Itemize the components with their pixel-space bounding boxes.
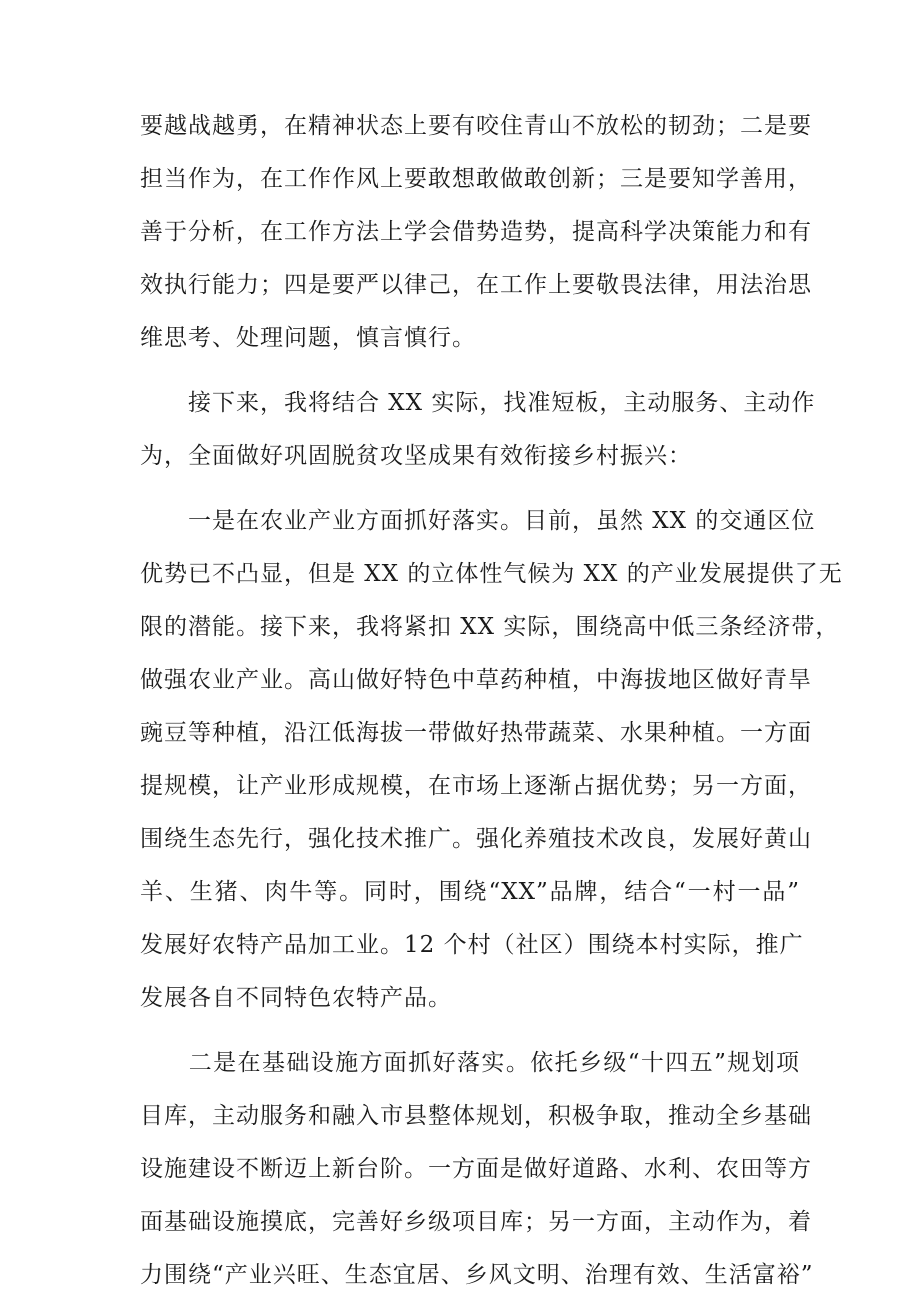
text-line: 豌豆等种植，沿江低海拔一带做好热带蔬菜、水果种植。一方面 — [140, 720, 812, 746]
text-line: 力围绕“产业兴旺、生态宜居、乡风文明、治理有效、生活富裕” — [140, 1262, 814, 1288]
text-line: 限的潜能。接下来，我将紧扣 XX 实际，围绕高中低三条经济带， — [140, 614, 840, 640]
text-line: 围绕生态先行，强化技术推广。强化养殖技术改良，发展好黄山 — [140, 826, 812, 852]
text-line: 做强农业产业。高山做好特色中草药种植，中海拔地区做好青旱 — [140, 667, 812, 693]
document-page — [140, 100, 843, 1314]
text-line: 提规模，让产业形成规模，在市场上逐渐占据优势；另一方面， — [140, 773, 812, 799]
text-line: 面基础设施摸底，完善好乡级项目库；另一方面，主动作为，着 — [140, 1209, 812, 1235]
text-line: 羊、生猪、肉牛等。同时，围绕“XX”品牌，结合“一村一品” — [140, 879, 800, 905]
paragraph-3 — [140, 495, 843, 1025]
paragraph-4 — [140, 1037, 814, 1302]
text-line: 效执行能力；四是要严以律己，在工作上要敬畏法律，用法治思 — [140, 272, 812, 298]
text-line: 一是在农业产业方面抓好落实。目前，虽然 XX 的交通区位 — [140, 508, 816, 534]
paragraph-1 — [140, 100, 812, 365]
text-line: 目库，主动服务和融入市县整体规划，积极争取，推动全乡基础 — [140, 1103, 812, 1129]
text-line: 优势已不凸显，但是 XX 的立体性气候为 XX 的产业发展提供了无 — [140, 561, 843, 587]
text-line: 为，全面做好巩固脱贫攻坚成果有效衔接乡村振兴： — [140, 443, 692, 469]
text-line: 善于分析，在工作方法上学会借势造势，提高科学决策能力和有 — [140, 219, 812, 245]
text-line: 接下来，我将结合 XX 实际，找准短板，主动服务、主动作 — [140, 390, 816, 416]
text-line: 担当作为，在工作作风上要敢想敢做敢创新；三是要知学善用， — [140, 166, 812, 192]
text-line: 维思考、处理问题，慎言慎行。 — [140, 325, 476, 351]
paragraph-2 — [140, 377, 816, 483]
text-line: 要越战越勇，在精神状态上要有咬住青山不放松的韧劲；二是要 — [140, 113, 812, 139]
text-line: 发展各自不同特色农特产品。 — [140, 985, 452, 1011]
text-line: 设施建设不断迈上新台阶。一方面是做好道路、水利、农田等方 — [140, 1156, 812, 1182]
text-line: 发展好农特产品加工业。12 个村（社区）围绕本村实际，推广 — [140, 932, 804, 958]
text-line: 二是在基础设施方面抓好落实。依托乡级“十四五”规划项 — [140, 1050, 800, 1076]
